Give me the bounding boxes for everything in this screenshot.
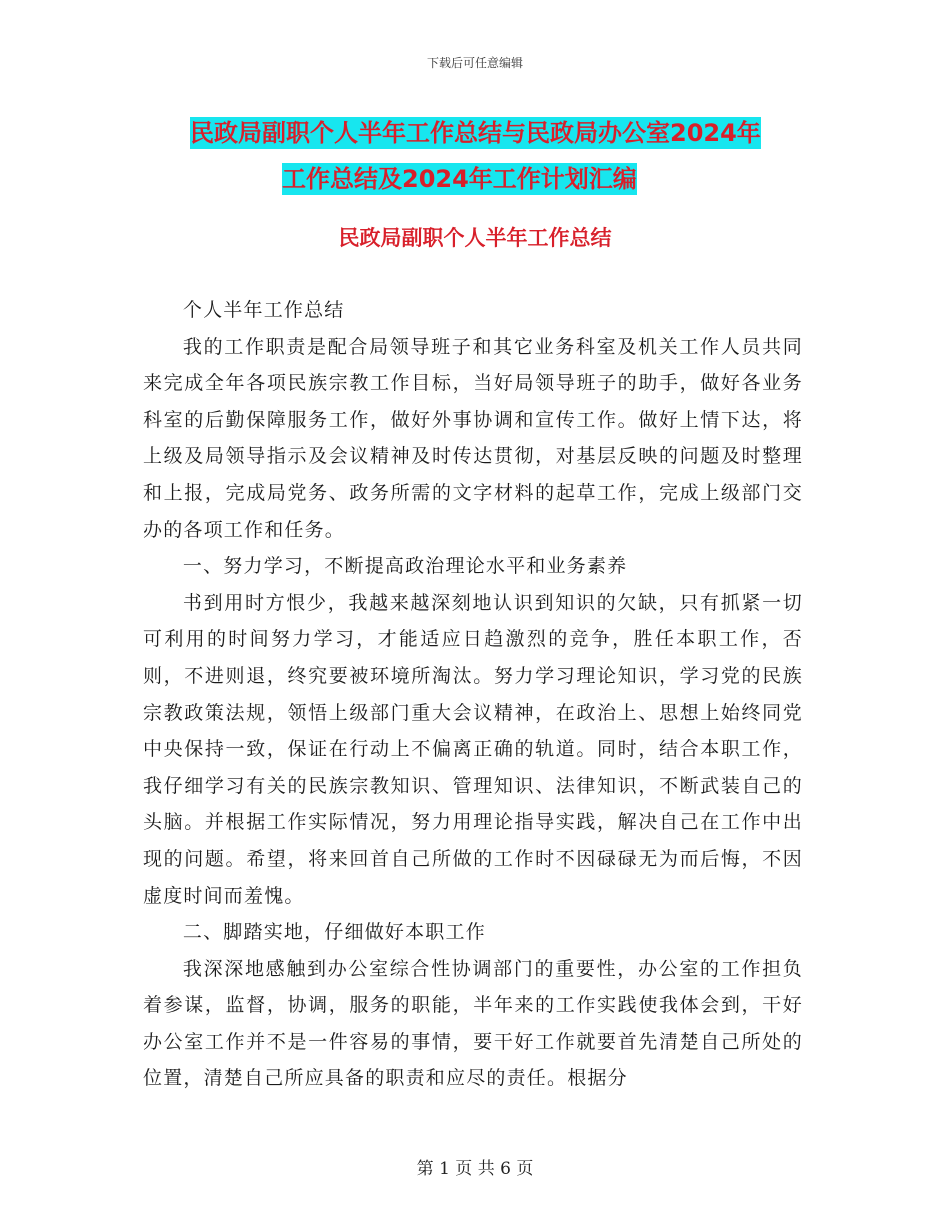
paragraph-office-work: 我深深地感触到办公室综合性协调部门的重要性，办公室的工作担负着参谋，监督，协调，服务的职能，半年来的工作实践使我体会到，干好办公室工作并不是一件容易的事情，要干好工作就要首先清楚自己所处的位置，清楚自己所应具备的职责和应尽的责任。根据分 — [143, 957, 803, 1090]
section-title: 民政局副职个人半年工作总结 — [338, 226, 612, 250]
paragraph-heading-2: 二、脚踏实地，仔细做好本职工作 — [182, 921, 486, 944]
document-title-line-2: 工作总结及2024年工作计划汇编 — [282, 165, 637, 193]
document-title — [190, 110, 805, 202]
page-number: 第 1 页 共 6 页 — [416, 1159, 534, 1179]
paragraph-duties: 我的工作职责是配合局领导班子和其它业务科室及机关工作人员共同来完成全年各项民族宗教工作目标，当好局领导班子的助手，做好各业务科室的后勤保障服务工作，做好外事协调和宣传工作。做好上情下达，将上级及局领导指示及会议精神及时传达贯彻，对基层反映的问题及时整理和上报，完成局党务、政务所需的文字材料的起草工作，完成上级部门交办的各项工作和任务。 — [143, 335, 803, 541]
paragraph-heading-1: 一、努力学习，不断提高政治理论水平和业务素养 — [182, 555, 628, 578]
paragraph-study: 书到用时方恨少，我越来越深刻地认识到知识的欠缺，只有抓紧一切可利用的时间努力学习，才能适应日趋激烈的竞争，胜任本职工作，否则，不进则退，终究要被环境所淘汰。努力学习理论知识，学习党的民族宗教政策法规，领悟上级部门重大会议精神，在政治上、思想上始终同党中央保持一致，保证在行动上不偏离正确的轨道。同时，结合本职工作，我仔细学习有关的民族宗教知识、管理知识、法律知识，不断武装自己的头脑。并根据工作实际情况，努力用理论指导实践，解决自己在工作中出现的问题。希望，将来回首自己所做的工作时不因碌碌无为而后悔，不因虚度时间而羞愧。 — [143, 591, 803, 907]
header-note: 下载后可任意编辑 — [426, 56, 523, 70]
paragraph-subtitle: 个人半年工作总结 — [182, 299, 345, 321]
document-title-line-1: 民政局副职个人半年工作总结与民政局办公室2024年 — [190, 119, 761, 147]
document-body — [143, 292, 803, 1097]
